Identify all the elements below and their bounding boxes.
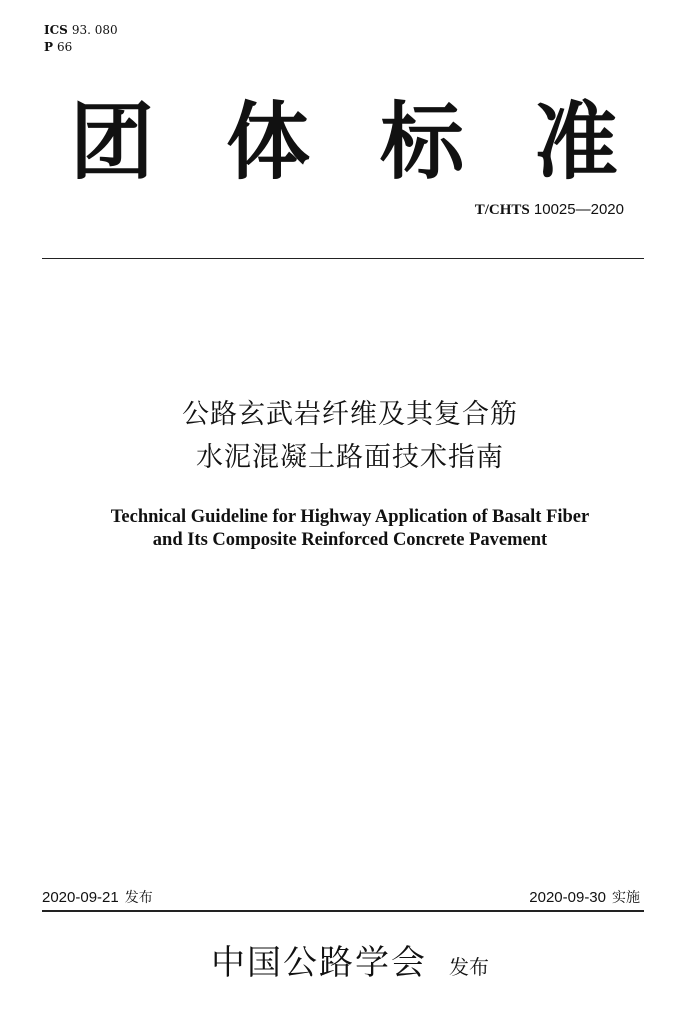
publisher-line bbox=[0, 938, 700, 988]
english-title bbox=[0, 506, 700, 552]
standard-type-title bbox=[40, 92, 640, 192]
effective-date: 2020-09-30 bbox=[529, 889, 606, 906]
classification-codes bbox=[44, 22, 118, 56]
issue-date-block bbox=[42, 887, 153, 909]
standard-code: 10025—2020 bbox=[533, 201, 624, 218]
bottom-divider bbox=[42, 910, 644, 912]
title-char-4: 准 bbox=[534, 93, 619, 191]
ics-value: 93. 080 bbox=[71, 23, 118, 37]
standard-prefix: T/CHTS bbox=[474, 202, 530, 218]
p-line bbox=[44, 39, 118, 56]
top-divider bbox=[42, 258, 644, 259]
p-label: P bbox=[44, 40, 54, 54]
ics-label: ICS bbox=[44, 23, 68, 37]
title-char-1: 团 bbox=[70, 93, 155, 191]
publisher-action: 发布 bbox=[449, 955, 489, 979]
ics-line bbox=[44, 22, 118, 39]
issue-date: 2020-09-21 bbox=[42, 889, 119, 906]
chinese-title-line-2: 水泥混凝土路面技术指南 bbox=[196, 442, 504, 473]
issue-label: 发布 bbox=[124, 890, 153, 906]
chinese-title-line-1: 公路玄武岩纤维及其复合筋 bbox=[182, 399, 518, 430]
standard-number bbox=[475, 200, 624, 220]
chinese-title bbox=[0, 393, 700, 479]
date-row bbox=[42, 887, 644, 909]
english-title-line-1: Technical Guideline for Highway Application of Basalt Fiber bbox=[110, 507, 590, 527]
effective-label: 实施 bbox=[612, 890, 640, 906]
english-title-line-2: and Its Composite Reinforced Concrete Pavement bbox=[152, 530, 548, 550]
title-char-3: 标 bbox=[380, 93, 465, 191]
publisher-name: 中国公路学会 bbox=[211, 943, 427, 983]
effective-date-block bbox=[529, 887, 640, 909]
p-value: 66 bbox=[57, 40, 73, 54]
title-char-2: 体 bbox=[226, 93, 311, 191]
